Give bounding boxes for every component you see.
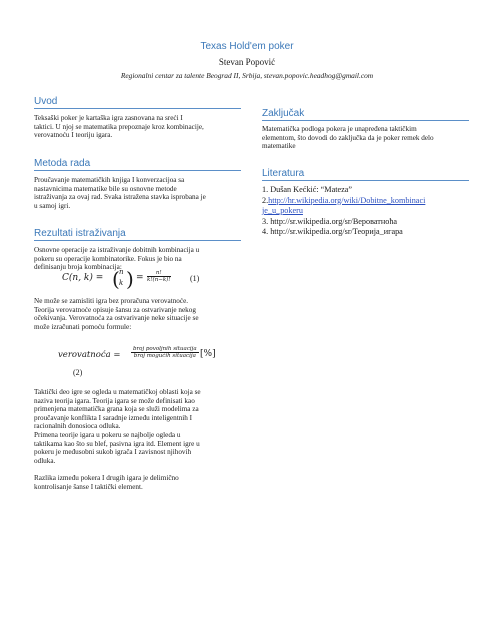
eq1-paren-right: ) [126,267,134,291]
eq2-fraction [131,346,199,359]
text-line: pokeru su operacije kombinatorike. Fokus je bio na [34,254,182,263]
text-line: Osnovne operacije za istraživanje dobitnih kombinacija u [34,246,200,254]
text-line: primenjena matematička grana koja se služi modelima za [34,405,199,414]
text-line: Razlika između pokera I drugih igara je delimično [34,474,179,482]
author-name: Stevan Popović [218,57,276,67]
eq1-binom-bottom: k [119,279,124,287]
reference-item: 4. http://sr.wikipedia.org/sr/Теорија_игара [262,227,403,236]
eq1-label: (1) [190,274,200,283]
eq1-equals: = [136,273,144,283]
eq1-paren-left: ( [112,267,120,291]
equation-combinations [62,268,232,290]
text-line: Primena teorije igara u pokeru se najbolje ogleda u [34,430,181,439]
eq1-numerator: n! [147,270,171,277]
text-line: može izračunati pomoću formule: [34,322,132,331]
reference-number: 2. [262,195,269,205]
text-line: Taktički deo igre se ogleda u matematičkoj oblasti koja se [34,388,201,396]
affiliation: Regionalni centar za talente Beograd II, Srbija, stevan.popovic.headhog@gmail.com [120,71,374,80]
zakljucak-body [262,125,469,151]
paper-title: Texas Hold'em poker [200,41,294,52]
text-line: istraživanja za ovaj rad. Svaka istražena stavka isprobana je [34,193,206,202]
reference-item [262,196,469,207]
reference-item: 3. http://sr.wikipedia.org/sr/Вероватноћа [262,216,398,226]
heading-uvod: Uvod [34,96,241,109]
text-line: Proučavanje matematičkih knjiga I konverzacijoa sa [34,176,185,184]
text-line: nastavnicima matematike bile su osnovne metode [34,184,177,193]
text-line: definisanju broja kombinacija: [34,263,122,272]
text-line: taktici. U njoj se matematika prepoznaje kroz kombinacije, [34,122,204,131]
rezultati-mid [34,297,241,331]
text-line: kontrolisanje šanse I taktički element. [34,482,143,491]
text-line: u samoj igri. [34,201,71,210]
rezultati-para3 [34,388,241,465]
text-line: očekivanja. Verovatnoća za ostvarivanje neke situacije se [34,314,199,323]
text-line: racionalnih donosioca odluka. [34,422,121,431]
text-line: Ne može se zamisliti igra bez proračuna verovatnoće. [34,297,189,305]
eq1-denominator: k!(n−k)! [147,277,171,283]
heading-zakljucak: Zaključak [262,108,469,121]
eq2-label: (2) [73,368,83,377]
text-line: verovatnoću I teoriju igara. [34,131,113,140]
eq2-denominator: broj mogućih situacija [133,353,196,359]
text-line: Teorija verovatnoće opisuje šansu za ostvarivanje nekog [34,305,196,314]
reference-list [262,185,469,238]
equation-probability [58,345,248,367]
eq2-numerator: broj povoljnih situacija [133,346,197,352]
reference-item: 1. Dušan Kećkić: “Mateza” [262,185,353,194]
reference-link-continuation[interactable]: je_u_pokeru [262,206,303,215]
text-line: taktikama kao što su blef, pasivna igra itd. Element igre u [34,439,200,448]
eq2-lhs: verovatnoća = [58,350,121,360]
text-line: pokeru je međusobni sukob igrača I zavisnost njihovih [34,448,192,457]
text-line: proučavanje konflikta I saradnje između inteligentnih I [34,413,193,422]
text-line: Matematička podloga pokera je unapređena taktičkim [262,125,417,133]
eq1-lhs: C(n, k) = [62,273,104,283]
heading-literatura: Literatura [262,168,469,181]
text-line: matematike [262,142,296,151]
text-line: naziva teorija igara. Teorija igara se može definisati kao [34,396,195,405]
rezultati-para4 [34,474,241,491]
reference-link[interactable]: http://hr.wikipedia.org/wiki/Dobitne_kombinaci [268,195,426,205]
eq1-fraction [147,270,171,283]
eq2-unit: [%] [200,349,216,359]
text-line: Teksaški poker je kartaška igra zasnovana na sreći I [34,114,183,122]
uvod-body [34,114,241,140]
text-line: odluka. [34,456,56,465]
heading-rezultati: Rezultati istraživanja [34,228,241,241]
reference-item [262,206,469,217]
heading-metoda-rada: Metoda rada [34,158,241,171]
text-line: elementom, što dovodi do zaključka da je poker remek delo [262,133,434,142]
eq1-binom-top: n [119,268,124,276]
metoda-body [34,176,241,210]
